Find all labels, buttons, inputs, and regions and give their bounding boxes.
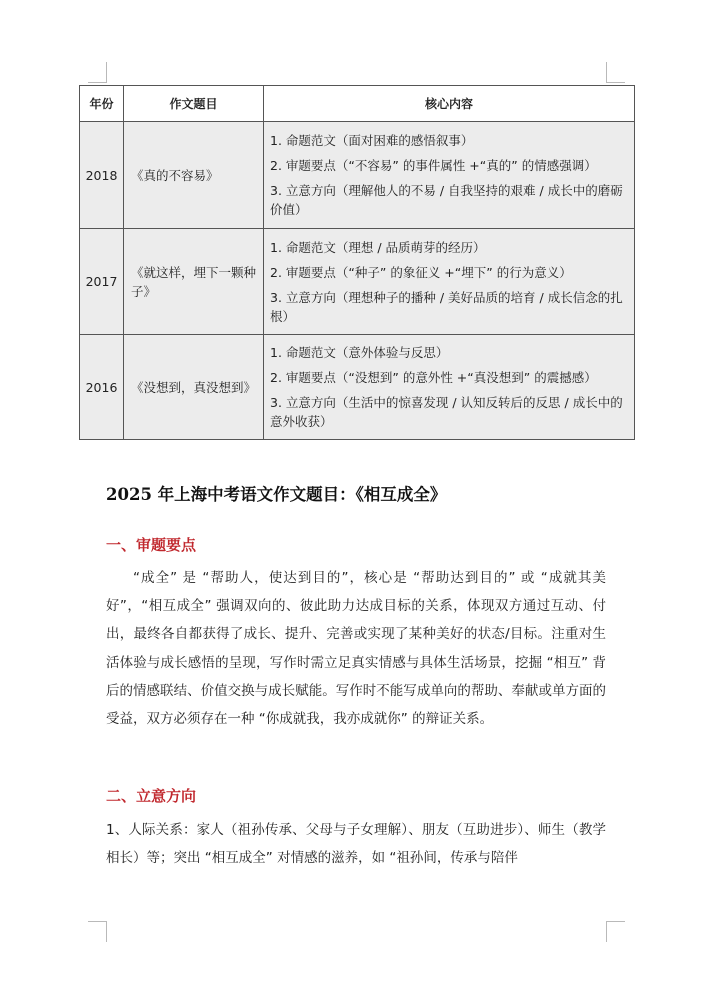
section-heading-theme-direction: 二、立意方向 xyxy=(106,787,197,805)
header-content: 核心内容 xyxy=(264,86,635,122)
header-title: 作文题目 xyxy=(124,86,264,122)
content-point: 3. 立意方向（理想种子的播种 / 美好品质的培育 / 成长信念的扎根） xyxy=(270,289,623,324)
content-point: 3. 立意方向（生活中的惊喜发现 / 认知反转后的反思 / 成长中的意外收获） xyxy=(270,395,623,429)
content-point: 1. 命题范文（意外体验与反思） xyxy=(270,345,449,360)
row-title: 《就这样，埋下一颗种子》 xyxy=(124,229,264,335)
row-year: 2016 xyxy=(80,335,124,440)
table-row xyxy=(80,335,635,440)
content-point: 2. 审题要点（“不容易” 的事件属性 +“真的” 的情感强调） xyxy=(270,158,597,173)
crop-mark-bottom-right xyxy=(606,921,625,942)
row-year: 2018 xyxy=(80,122,124,229)
header-year: 年份 xyxy=(80,86,124,122)
document-title: 2025 年上海中考语文作文题目：《相互成全》 xyxy=(106,485,447,504)
row-content xyxy=(264,122,635,229)
row-content xyxy=(264,335,635,440)
crop-mark-bottom-left xyxy=(88,921,107,942)
row-year: 2017 xyxy=(80,229,124,335)
row-title: 《真的不容易》 xyxy=(124,122,264,229)
crop-mark-top-right xyxy=(606,62,625,83)
content-point: 2. 审题要点（“没想到” 的意外性 +“真没想到” 的震撼感） xyxy=(270,370,597,385)
row-content xyxy=(264,229,635,335)
content-point: 1. 命题范文（理想 / 品质萌芽的经历） xyxy=(270,239,486,255)
essay-topics-table xyxy=(79,85,635,440)
crop-mark-top-left xyxy=(88,62,107,83)
row-title: 《没想到，真没想到》 xyxy=(124,335,264,440)
section-body-topic-analysis: “成全” 是 “帮助人，使达到目的”，核心是 “帮助达到目的” 或 “成就其美好”，“相互成全” 强调双向的、彼此助力达成目标的关系，体现双方通过互动、付出，最终各自都获得了成长、提升、完善或实现了某种美好的状态/目标。注重对生活体验与成长感悟的呈现，写作时需立足真实情感与具体生活场景，挖掘 “相互” 背后的情感联结、价值交换与成长赋能。写作时不能写成单向的帮助、奉献或单方面的受益，双方必须存在一种 “你成就我，我亦成就你” 的辩证关系。 xyxy=(106,570,606,728)
content-point: 2. 审题要点（“种子” 的象征义 +“埋下” 的行为意义） xyxy=(270,264,572,280)
section-body-theme-direction: 1、人际关系：家人（祖孙传承、父母与子女理解）、朋友（互助进步）、师生（教学相长）等；突出 “相互成全” 对情感的滋养，如 “祖孙间，传承与陪伴 xyxy=(106,822,606,867)
content-point: 1. 命题范文（面对困难的感悟叙事） xyxy=(270,133,474,148)
table-row xyxy=(80,229,635,335)
content-point: 3. 立意方向（理解他人的不易 / 自我坚持的艰难 / 成长中的磨砺价值） xyxy=(270,183,623,217)
table-header-row xyxy=(80,86,635,122)
table-row xyxy=(80,122,635,229)
section-heading-topic-analysis: 一、审题要点 xyxy=(106,536,197,554)
